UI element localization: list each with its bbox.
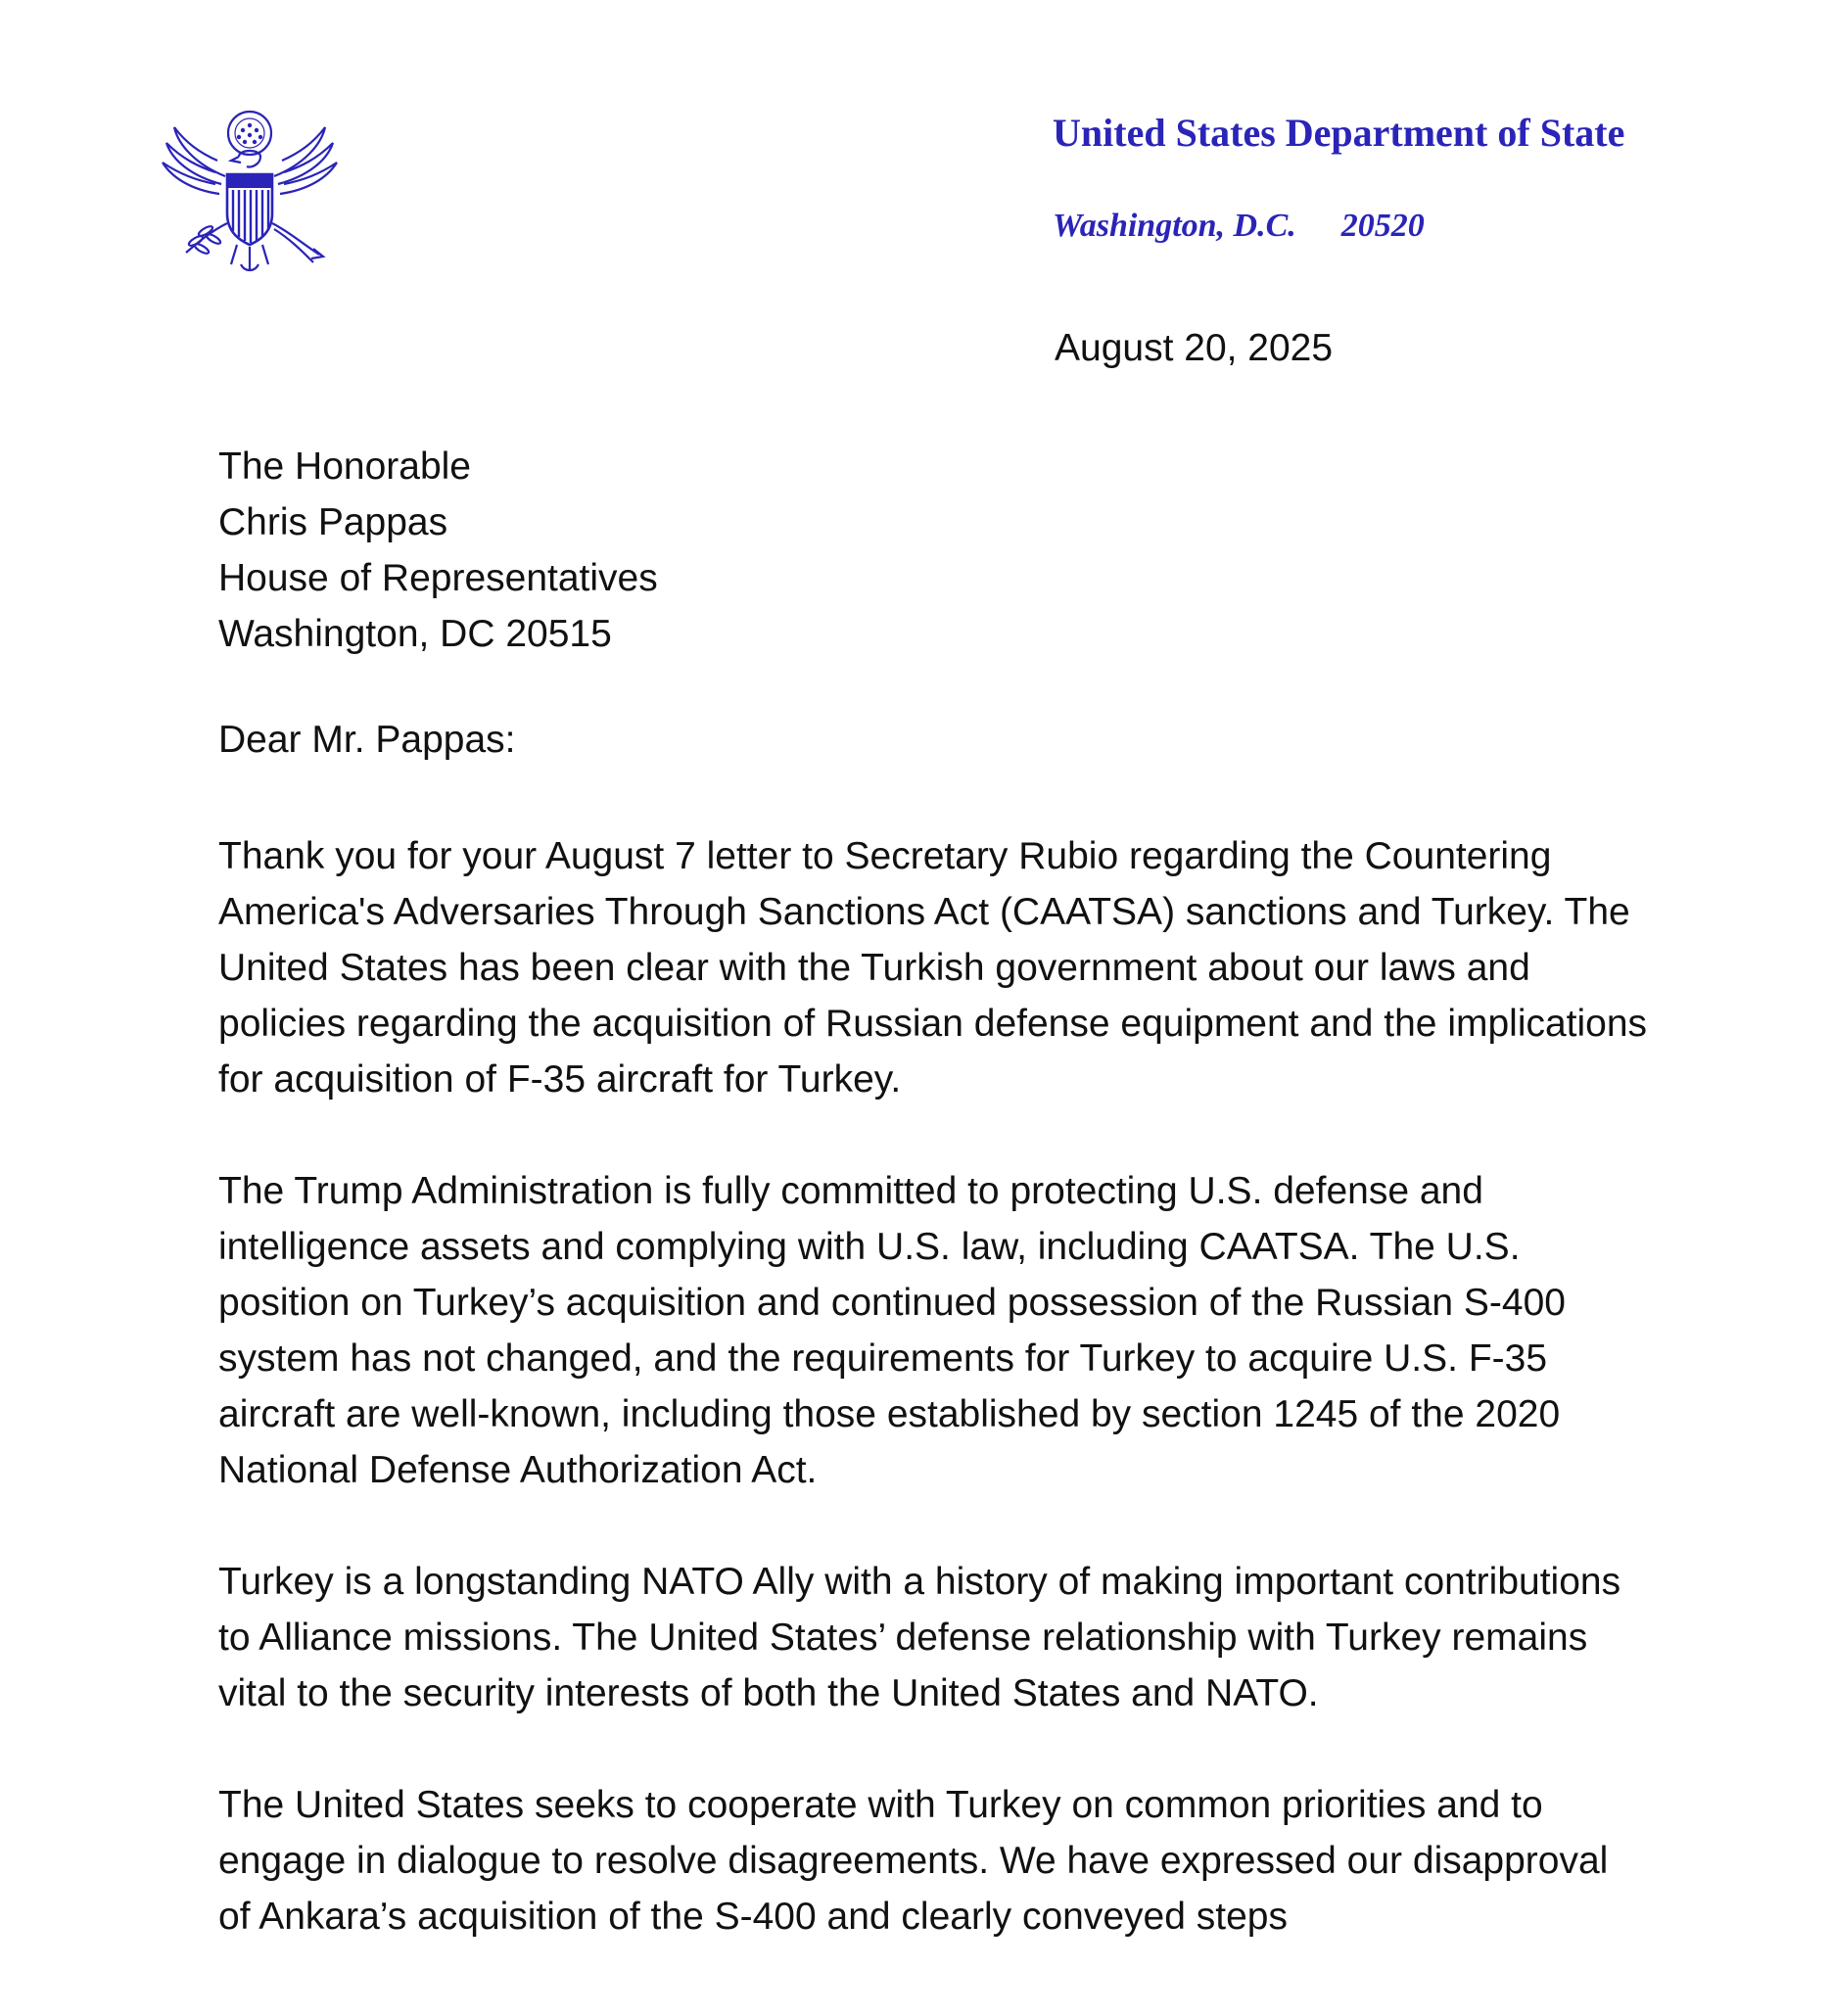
letterhead-address xyxy=(1053,208,1425,245)
body-paragraph-3: Turkey is a longstanding NATO Ally with a history of making important contributions to Alliance missions. The United States’ defense relationship with Turkey remains vital to the security interests of both the United States and NATO. xyxy=(218,1561,1621,1714)
recipient-office: House of Representatives xyxy=(218,557,658,599)
letter-date: August 20, 2025 xyxy=(1055,327,1334,369)
body-paragraph-2: The Trump Administration is fully committed to protecting U.S. defense and intelligence assets and complying with U.S. law, including CAATSA. The U.S. position on Turkey’s acquisition and continued possession of the Russian S-400 system has not changed, and the requirements for Turkey to acquire U.S. F-35 aircraft are well-known, including those established by section 1245 of the 2020 National Defense Authorization Act. xyxy=(218,1170,1566,1491)
letterhead-title: United States Department of State xyxy=(1053,111,1625,155)
letterhead-zip: 20520 xyxy=(1340,208,1425,244)
recipient-name: Chris Pappas xyxy=(218,501,448,543)
salutation: Dear Mr. Pappas: xyxy=(218,719,516,761)
recipient-city: Washington, DC 20515 xyxy=(218,613,612,655)
body-paragraph-1: Thank you for your August 7 letter to Secretary Rubio regarding the Countering America's Adversaries Through Sanctions Act (CAATSA) sanctions and Turkey. The United States has been clear with the Turkish government about our laws and policies regarding the acquisition of Russian defense equipment and the implications for acquisition of F-35 aircraft for Turkey. xyxy=(218,835,1648,1101)
body-paragraph-4: The United States seeks to cooperate with Turkey on common priorities and to engage in dialogue to resolve disagreements. We have expressed our disapproval of Ankara’s acquisition of the S-400 and clearly conveyed steps xyxy=(218,1784,1609,1938)
recipient-honorific: The Honorable xyxy=(218,445,471,488)
letterhead-city: Washington, D.C. xyxy=(1053,208,1296,244)
letter-body xyxy=(218,828,1648,1945)
recipient-address-block xyxy=(218,439,658,662)
great-seal-icon xyxy=(157,106,343,282)
